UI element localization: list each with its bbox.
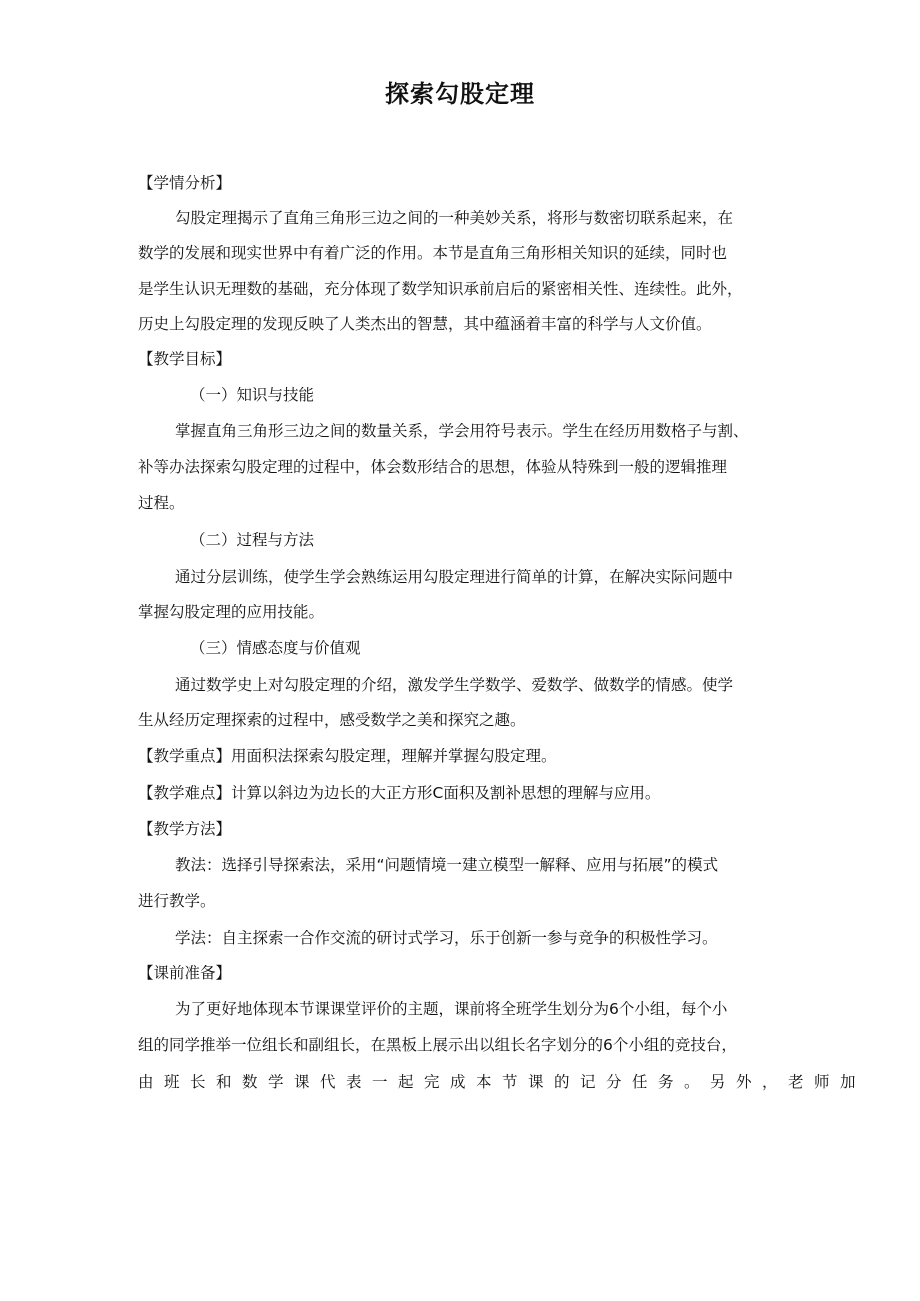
subsection-heading: （三）情感态度与价值观 (190, 639, 361, 657)
paragraph-line: 由班长和数学课代表一起完成本节课的记分任务。另外，老师加 (138, 1073, 867, 1091)
paragraph-line: 学法：自主探索一合作交流的研讨式学习，乐于创新一参与竞争的积极性学习。 (175, 929, 718, 947)
section-heading: 【课前准备】 (138, 964, 232, 982)
paragraph-line: 组的同学推举一位组长和副组长，在黑板上展示出以组长名字划分的6个小组的竞技台， (138, 1036, 737, 1054)
paragraph-line: 是学生认识无理数的基础，充分体现了数学知识承前启后的紧密相关性、连续性。此外， (138, 280, 743, 298)
paragraph-line: 教法：选择引导探索法，采用“问题情境一建立模型一解释、应用与拓展”的模式 (175, 856, 719, 874)
section-heading: 【教学难点】计算以斜边为边长的大正方形C面积及割补思想的理解与应用。 (138, 784, 661, 802)
paragraph-line: 勾股定理揭示了直角三角形三边之间的一种美妙关系，将形与数密切联系起来，在 (175, 209, 734, 227)
section-heading: 【教学目标】 (138, 350, 232, 368)
section-heading: 【教学方法】 (138, 820, 232, 838)
paragraph-line: 掌握勾股定理的应用技能。 (138, 603, 325, 621)
paragraph-line: 掌握直角三角形三边之间的数量关系，学会用符号表示。学生在经历用数格子与割、 (175, 422, 749, 440)
section-heading: 【教学重点】用面积法探索勾股定理，理解并掌握勾股定理。 (138, 747, 557, 765)
subsection-heading: （二）过程与方法 (190, 531, 315, 549)
section-heading: 【学情分析】 (138, 174, 232, 192)
paragraph-line: 通过分层训练，使学生学会熟练运用勾股定理进行简单的计算，在解决实际问题中 (175, 568, 734, 586)
paragraph-line: 数学的发展和现实世界中有着广泛的作用。本节是直角三角形相关知识的延续，同时也 (138, 244, 728, 262)
paragraph-line: 过程。 (138, 494, 185, 512)
paragraph-line: 为了更好地体现本节课课堂评价的主题，课前将全班学生划分为6个小组，每个小 (175, 1000, 728, 1018)
paragraph-line: 补等办法探索勾股定理的过程中，体会数形结合的思想，体验从特殊到一般的逻辑推理 (138, 458, 728, 476)
subsection-heading: （一）知识与技能 (190, 386, 315, 404)
paragraph-line: 历史上勾股定理的发现反映了人类杰出的智慧，其中蕴涵着丰富的科学与人文价值。 (138, 315, 712, 333)
paragraph-line: 进行教学。 (138, 892, 216, 910)
document-title: 探索勾股定理 (385, 80, 535, 108)
paragraph-line: 通过数学史上对勾股定理的介绍，激发学生学数学、爱数学、做数学的情感。使学 (175, 676, 734, 694)
paragraph-line: 生从经历定理探索的过程中，感受数学之美和探究之趣。 (138, 711, 526, 729)
